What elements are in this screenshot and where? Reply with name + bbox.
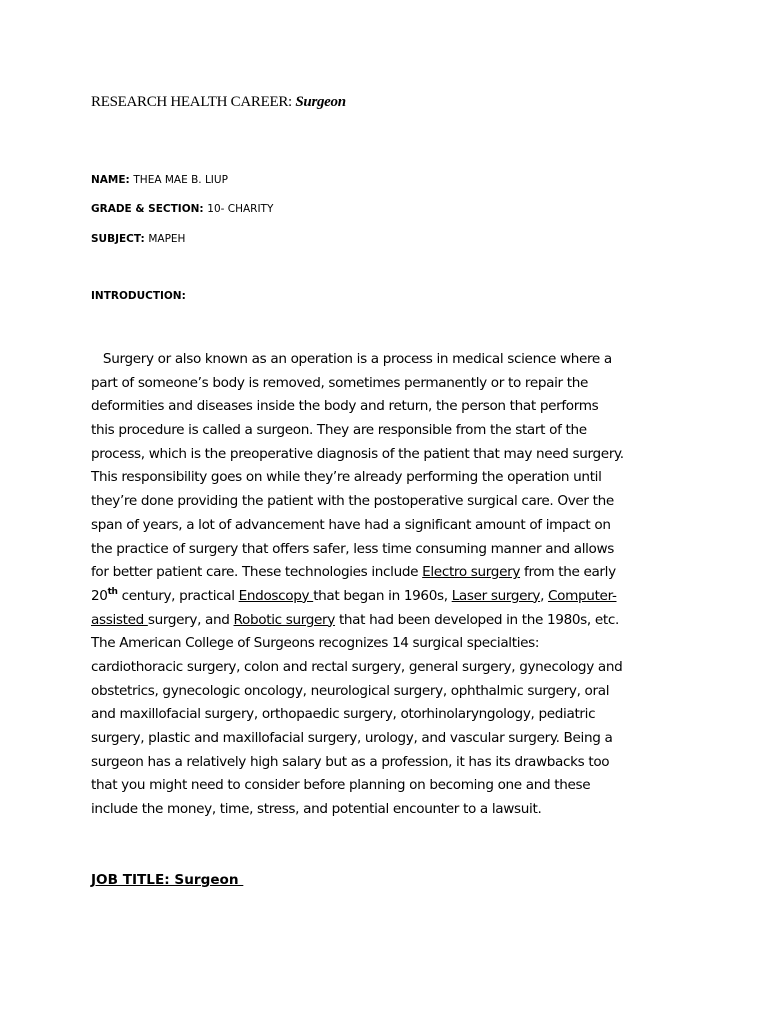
body-text-segment: that began in 1960s,: [313, 587, 452, 604]
computer-assisted-link[interactable]: Computer-: [548, 587, 617, 604]
body-line: and maxillofacial surgery, orthopaedic surgery, otorhinolaryngology, pediatric: [91, 706, 596, 723]
body-text-segment: from the early: [520, 564, 616, 581]
body-line: span of years, a lot of advancement have had a significant amount of impact on: [91, 516, 611, 533]
computer-assisted-link-continued[interactable]: assisted: [91, 611, 148, 628]
endoscopy-link[interactable]: Endoscopy: [238, 587, 314, 604]
robotic-surgery-link[interactable]: Robotic surgery: [233, 611, 335, 628]
subject-label: SUBJECT:: [91, 233, 149, 245]
body-line: part of someone’s body is removed, sometimes permanently or to repair the: [91, 374, 589, 391]
body-line: deformities and diseases inside the body and return, the person that performs: [91, 398, 599, 415]
name-value: THEA MAE B. LIUP: [133, 174, 228, 186]
title-career: Surgeon: [295, 94, 346, 110]
subject-field: [91, 233, 185, 245]
name-label: NAME:: [91, 174, 134, 186]
body-line: [91, 561, 701, 585]
century-number: 20: [91, 587, 108, 604]
body-line: this procedure is called a surgeon. They are responsible from the start of the: [91, 422, 587, 439]
ordinal-superscript: th: [107, 586, 118, 597]
laser-surgery-link[interactable]: Laser surgery: [451, 587, 541, 604]
body-line: The American College of Surgeons recognizes 14 surgical specialties:: [91, 635, 540, 652]
grade-section-label: GRADE & SECTION:: [91, 203, 208, 215]
body-line: include the money, time, stress, and potential encounter to a lawsuit.: [91, 801, 542, 818]
body-text-segment: that had been developed in the 1980s, etc.: [334, 611, 619, 628]
body-line: the practice of surgery that offers safer, less time consuming manner and allows: [91, 540, 615, 557]
grade-section-value: 10- CHARITY: [207, 203, 274, 215]
introduction-heading: INTRODUCTION:: [91, 290, 186, 302]
body-line: [91, 585, 701, 609]
job-title-heading: JOB TITLE: Surgeon: [91, 872, 244, 888]
introduction-body: [91, 348, 701, 822]
body-line: [91, 609, 701, 633]
electro-surgery-link[interactable]: Electro surgery: [422, 564, 521, 581]
body-line: cardiothoracic surgery, colon and rectal surgery, general surgery, gynecology and: [91, 658, 623, 675]
body-line: surgery, plastic and maxillofacial surgery, urology, and vascular surgery. Being a: [91, 730, 613, 746]
body-text-segment: for better patient care. These technologies include: [91, 564, 423, 581]
body-text-segment: surgery, and: [147, 611, 234, 628]
body-line: process, which is the preoperative diagnosis of the patient that may need surgery.: [91, 445, 624, 462]
body-line: they’re done providing the patient with the postoperative surgical care. Over the: [91, 493, 614, 510]
body-line: surgeon has a relatively high salary but as a profession, it has its drawbacks too: [91, 753, 610, 770]
body-line: that you might need to consider before planning on becoming one and these: [91, 777, 591, 794]
name-field: [91, 174, 228, 186]
title-prefix: RESEARCH HEALTH CAREER:: [91, 94, 296, 110]
document-title: [91, 94, 346, 111]
subject-value: MAPEH: [148, 233, 186, 245]
body-line: Surgery or also known as an operation is a process in medical science where a: [91, 351, 612, 367]
body-text-segment: century, practical: [117, 587, 239, 604]
body-line: obstetrics, gynecologic oncology, neurological surgery, ophthalmic surgery, oral: [91, 682, 610, 699]
body-line: This responsibility goes on while they’re already performing the operation until: [91, 469, 602, 486]
body-text-segment: ,: [540, 587, 549, 604]
grade-section-field: [91, 203, 273, 215]
